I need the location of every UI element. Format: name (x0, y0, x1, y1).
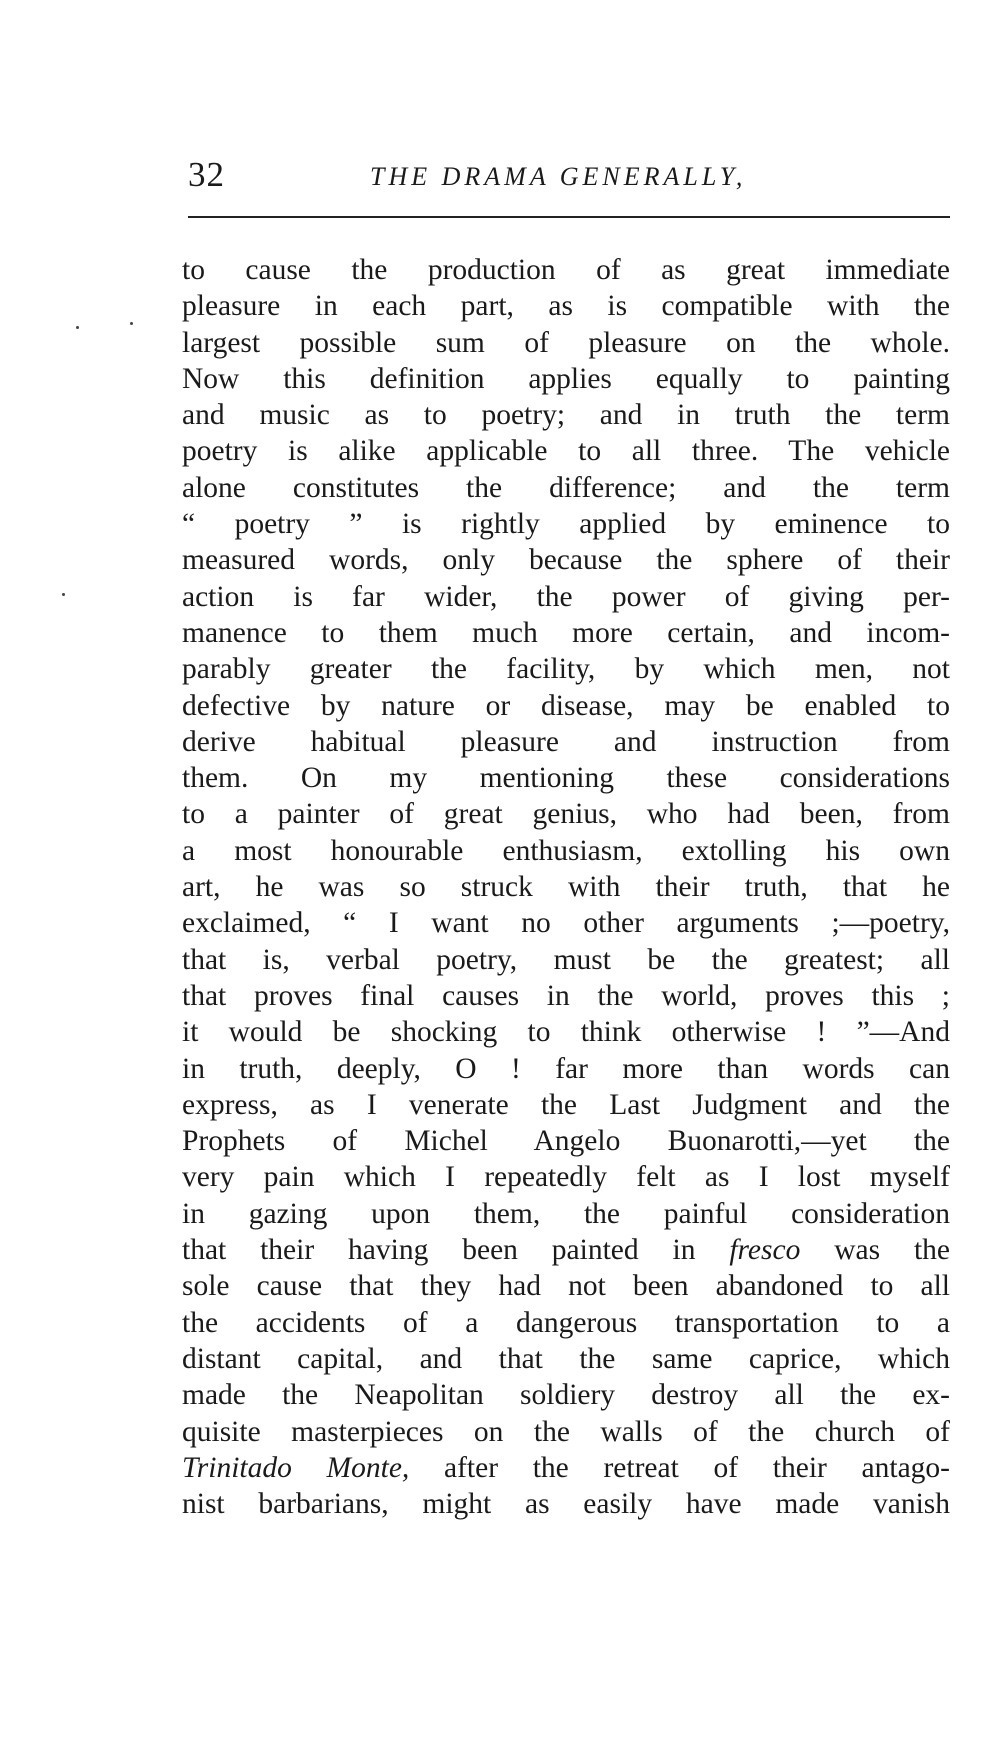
text-line: made the Neapolitan soldiery destroy all the ex- (182, 1379, 950, 1412)
text-line: derive habitual pleasure and instruction from (182, 725, 950, 758)
text-line: express, as I venerate the Last Judgment and the (182, 1088, 950, 1121)
scan-speck (76, 326, 79, 329)
text-run: that their having been painted in (182, 1234, 696, 1267)
text-line: them. On my mentioning these considerations (182, 762, 950, 795)
text-line: nist barbarians, might as easily have made vanish (182, 1488, 950, 1521)
text-line: manence to them much more certain, and incom- (182, 616, 950, 649)
text-line: to cause the production of as great immediate (182, 254, 950, 286)
header-rule (188, 216, 950, 218)
text-line: distant capital, and that the same caprice, which (182, 1342, 950, 1375)
scan-speck (130, 322, 133, 325)
text-line: in gazing upon them, the painful consideration (182, 1197, 950, 1230)
text-line: and music as to poetry; and in truth the term (182, 399, 950, 432)
text-line: largest possible sum of pleasure on the whole. (182, 326, 950, 359)
text-line: very pain which I repeatedly felt as I lost myself (182, 1161, 950, 1194)
text-run: after the retreat of their antago- (444, 1451, 950, 1484)
scan-speck (62, 593, 65, 596)
text-line: that proves final causes in the world, proves this ; (182, 979, 950, 1012)
text-line: pleasure in each part, as is compatible with the (182, 290, 950, 323)
text-line: a most honourable enthusiasm, extolling his own (182, 834, 950, 867)
text-line: Prophets of Michel Angelo Buonarotti,—yet the (182, 1125, 950, 1158)
text-line: the accidents of a dangerous transportation to a (182, 1306, 950, 1339)
text-line: in truth, deeply, O ! far more than words can (182, 1052, 950, 1085)
body-text (182, 252, 950, 1522)
italic-word: fresco (729, 1234, 801, 1267)
italic-place-name: Trinitado Monte, (182, 1451, 410, 1484)
text-line (182, 1450, 950, 1486)
text-line: art, he was so struck with their truth, that he (182, 871, 950, 904)
text-line: exclaimed, “ I want no other arguments ;—poetry, (182, 907, 950, 940)
text-line (182, 1232, 950, 1268)
text-line: action is far wider, the power of giving per- (182, 580, 950, 613)
text-run: was the (834, 1234, 951, 1267)
text-line: defective by nature or disease, may be enabled to (182, 689, 950, 722)
text-line: measured words, only because the sphere of their (182, 544, 950, 577)
text-line: to a painter of great genius, who had been, from (182, 798, 950, 831)
text-line: alone constitutes the difference; and the term (182, 471, 950, 504)
text-line: sole cause that they had not been abandoned to all (182, 1270, 950, 1303)
text-line: quisite masterpieces on the walls of the church of (182, 1415, 950, 1448)
text-line: Now this definition applies equally to painting (182, 362, 950, 395)
text-line: parably greater the facility, by which men, not (182, 653, 950, 686)
text-line: poetry is alike applicable to all three. The vehicle (182, 435, 950, 468)
text-line: it would be shocking to think otherwise ! ”—And (182, 1016, 950, 1049)
text-line: “ poetry ” is rightly applied by eminence to (182, 508, 950, 541)
running-head: THE DRAMA GENERALLY, (370, 162, 747, 191)
page-header (188, 150, 950, 200)
page-number: 32 (188, 155, 225, 194)
text-line: that is, verbal poetry, must be the greatest; all (182, 943, 950, 976)
